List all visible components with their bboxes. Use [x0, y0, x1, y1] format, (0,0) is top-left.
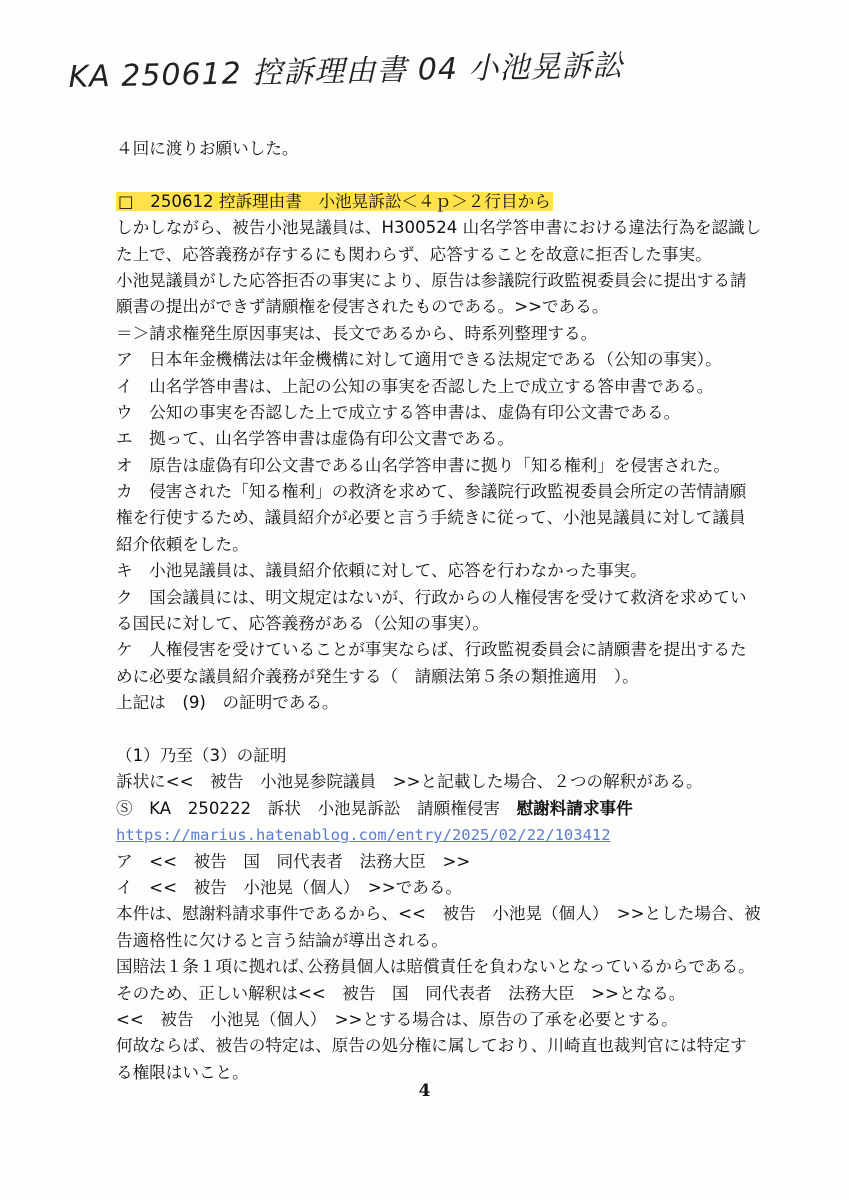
text-line: 本件は、慰謝料請求事件であるから、<< 被告 小池晃（個人） >>とした場合、被 [116, 904, 761, 924]
list-item-a: ア << 被告 国 同代表者 法務大臣 >> [116, 851, 471, 871]
text-line: 何故ならば、被告の特定は、原告の処分権に属しており、川崎直也裁判官には特定す [116, 1036, 747, 1056]
list-item-o: オ 原告は虚偽有印公文書である山名学答申書に拠り「知る権利」を侵害された。 [116, 455, 730, 475]
text-line: 上記は (9) の証明である。 [116, 693, 339, 713]
list-item-i: イ 山名学答申書は、上記の公知の事実を否認した上で成立する答申書である。 [116, 376, 714, 396]
text-line: ４回に渡りお願いした。 [116, 139, 299, 158]
section-heading: （1）乃至（3）の証明 [116, 745, 287, 765]
handwritten-title: KA 250612 控訴理由書 04 小池晃訴訟 [68, 48, 624, 95]
list-item-a: ア 日本年金機構法は年金機構に対して適用できる法規定である（公知の事実）。 [116, 350, 722, 370]
list-item-i: イ << 被告 小池晃（個人） >>である。 [116, 877, 463, 897]
document-body [116, 136, 796, 1086]
list-item-e: エ 拠って、山名学答申書は虚偽有印公文書である。 [116, 429, 514, 449]
text-line: << 被告 小池晃（個人） >>とする場合は、原告の了承を必要とする。 [116, 1009, 678, 1029]
text-line: る権限はいこと。 [116, 1062, 249, 1082]
blank-line [116, 717, 796, 743]
highlighted-heading: □ 250612 控訴理由書 小池晃訴訟＜４ｐ＞２行目から [118, 191, 551, 211]
text-line: しかしながら、被告小池晃議員は、H300524 山名学答申書における違法行為を認識し [116, 218, 762, 238]
blank-line [116, 162, 796, 188]
text-line: ＝＞請求権発生原因事実は、長文であるから、時系列整理する。 [116, 323, 598, 343]
reference-link[interactable]: https://marius.hatenablog.com/entry/2025/02/22/103412 [116, 826, 611, 845]
list-item-ku: ク 国会議員には、明文規定はないが、行政からの人権侵害を受けて救済を求めてい [116, 587, 747, 607]
list-item-ke: ケ 人権侵害を受けていることが事実ならば、行政監視委員会に請願書を提出するた [116, 640, 747, 660]
text-line: 願書の提出ができず請願権を侵害されたものである。>>である。 [116, 297, 609, 317]
reference-text: Ⓢ KA 250222 訴状 小池晃訴訟 請願権侵害 [116, 798, 517, 818]
text-line: めに必要な議員紹介義務が発生する（ 請願法第５条の類推適用 ）。 [116, 666, 639, 686]
reference-line [116, 796, 796, 822]
highlighted-heading-line [116, 189, 796, 215]
page-number: 4 [418, 1081, 431, 1101]
list-item-ki: キ 小池晃議員は、議員紹介依頼に対して、応答を行わなかった事実。 [116, 561, 647, 581]
list-item-u: ウ 公知の事実を否認した上で成立する答申書は、虚偽有印公文書である。 [116, 402, 681, 422]
text-line: 訴状に<< 被告 小池晃参院議員 >>と記載した場合、２つの解釈がある。 [116, 772, 703, 792]
text-line: そのため、正しい解釈は<< 被告 国 同代表者 法務大臣 >>となる。 [116, 983, 686, 1003]
text-line: 告適格性に欠けると言う結論が導出される。 [116, 930, 448, 950]
reference-bold-text: 慰謝料請求事件 [516, 798, 633, 818]
text-line: る国民に対して、応答義務がある（公知の事実）。 [116, 614, 490, 634]
text-line: 権を行使するため、議員紹介が必要と言う手続きに従って、小池晃議員に対して議員 [116, 508, 746, 528]
text-line: た上で、応答義務が存するにも関わらず、応答することを故意に拒否した事実。 [116, 244, 712, 264]
text-line: 国賠法１条１項に拠れば､公務員個人は賠償責任を負わないとなっているからである。 [116, 957, 755, 977]
url-line [116, 822, 796, 848]
text-line: 紹介依頼をした。 [116, 534, 249, 554]
list-item-ka: カ 侵害された「知る権利」の救済を求めて、参議院行政監視委員会所定の苦情請願 [116, 482, 747, 502]
text-line: 小池晃議員がした応答拒否の事実により、原告は参議院行政監視委員会に提出する請 [116, 270, 747, 290]
